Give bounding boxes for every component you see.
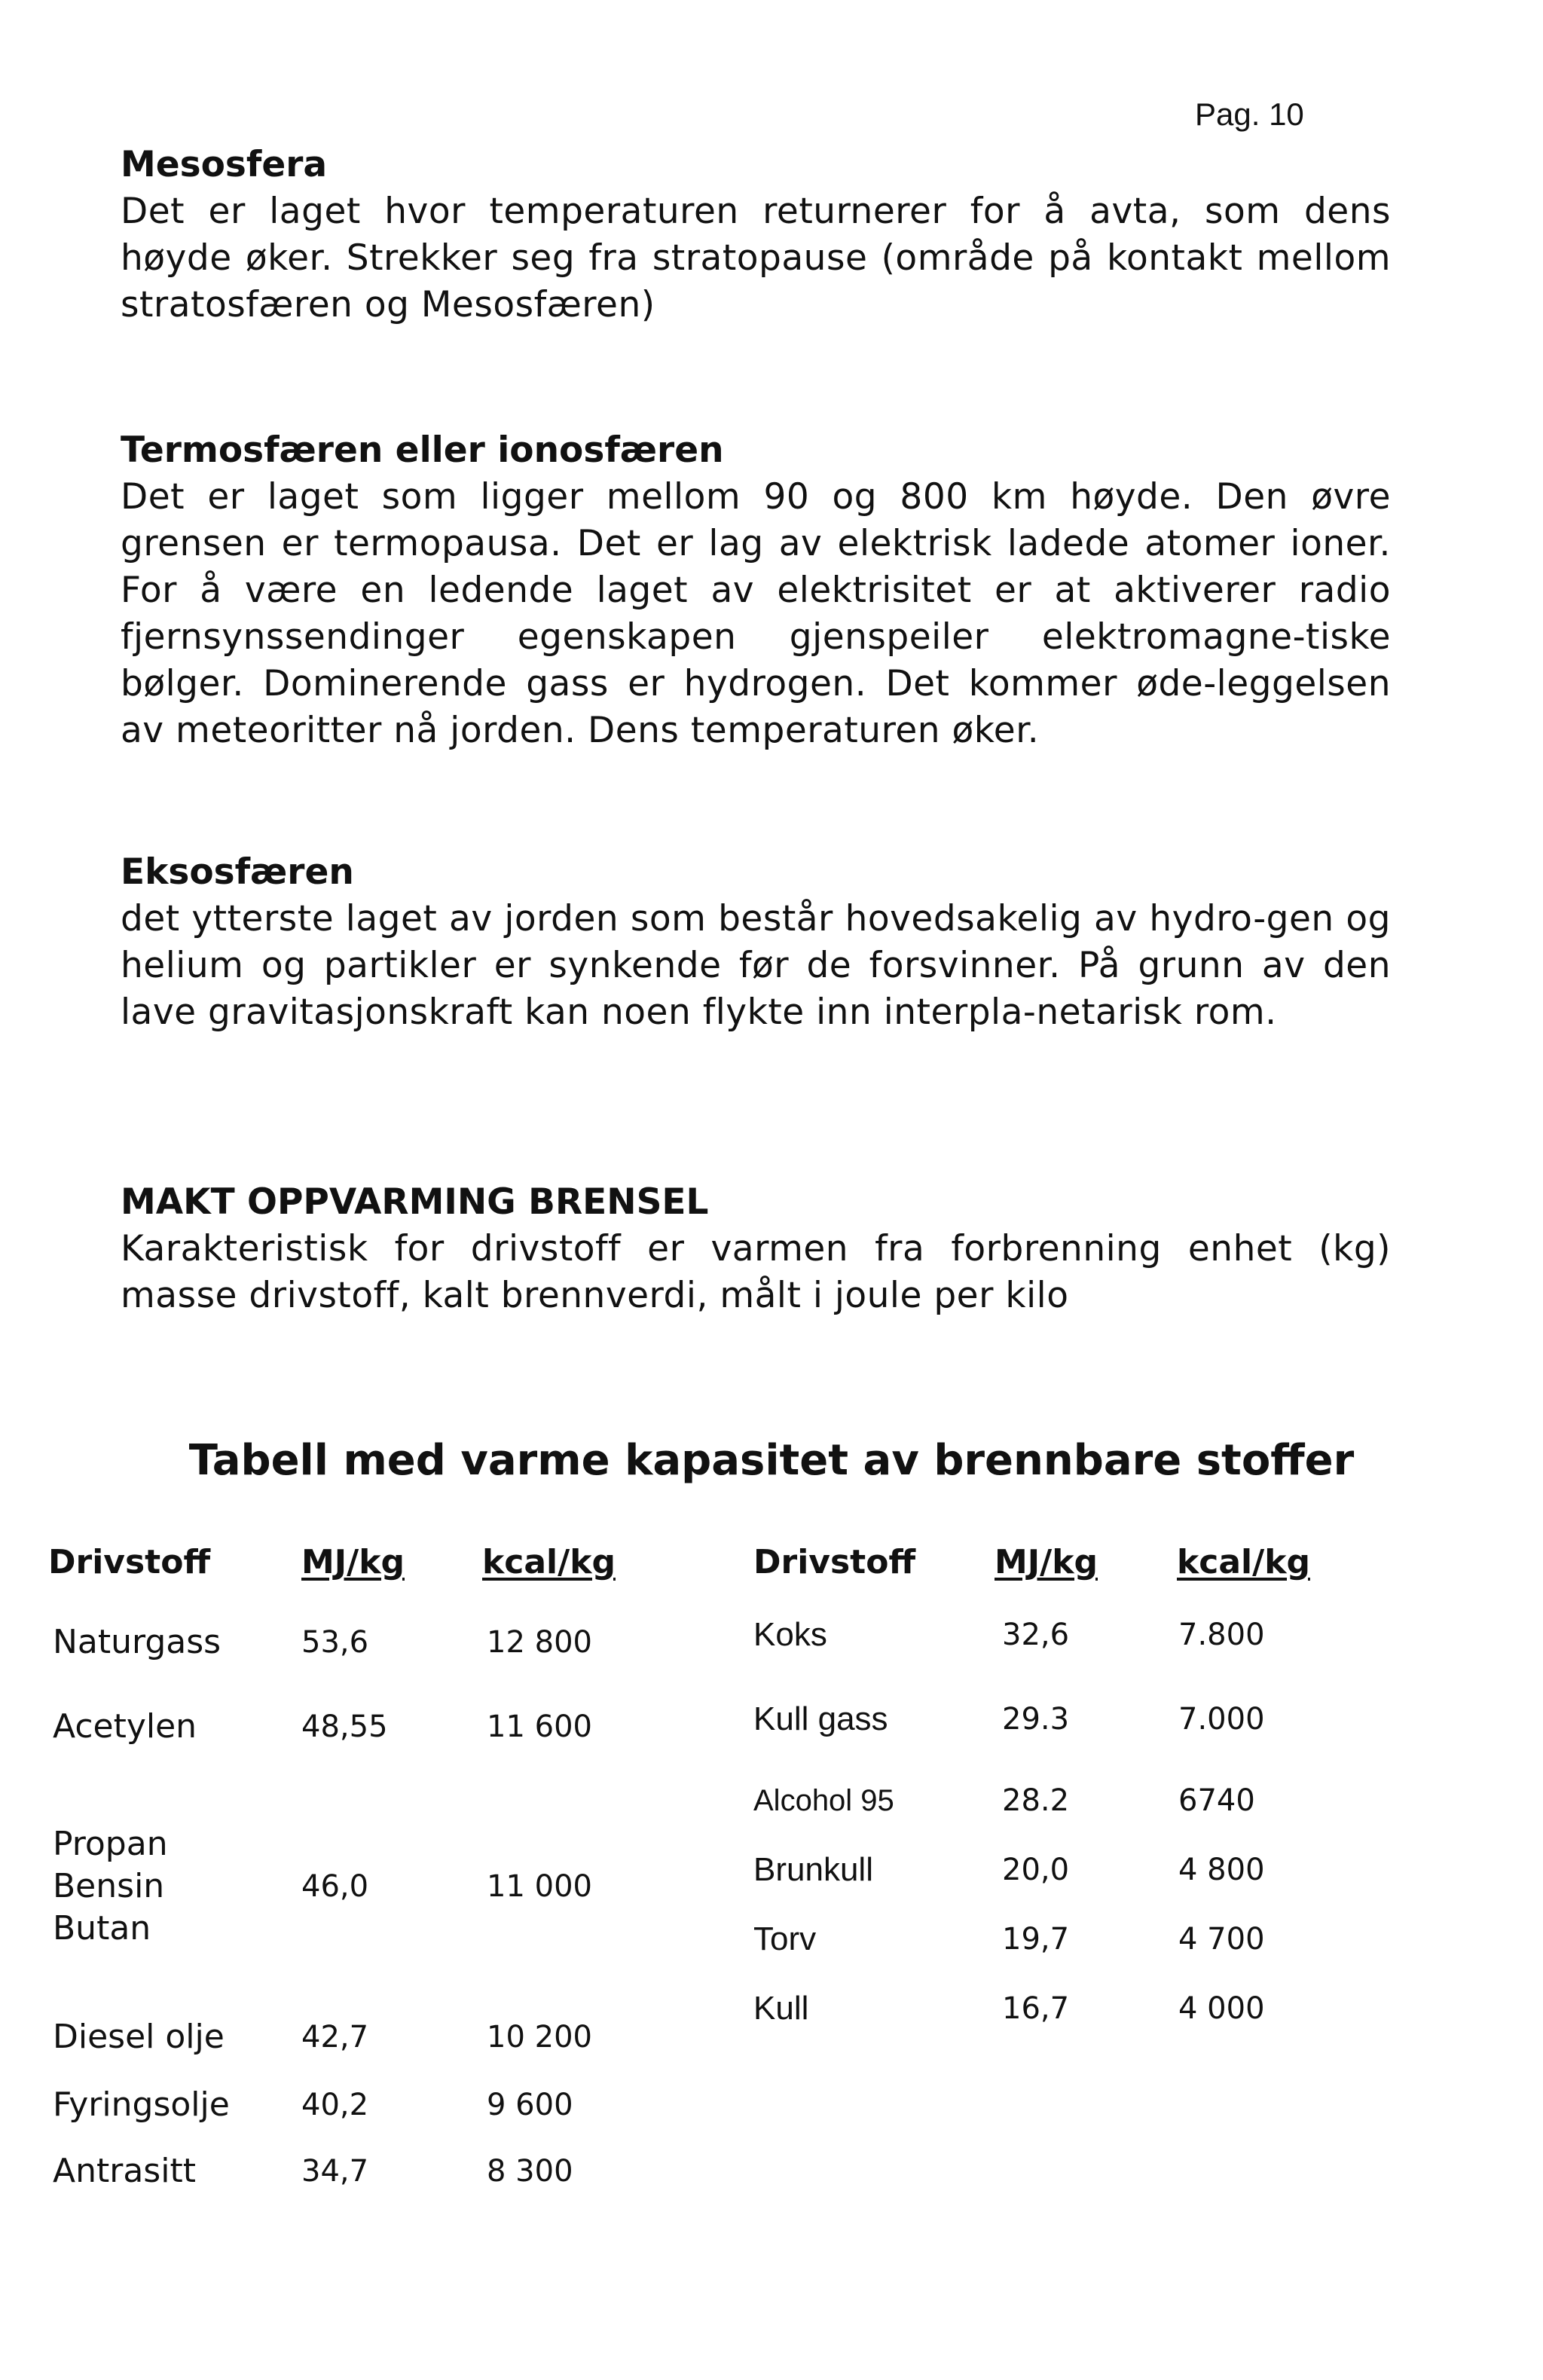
section-makt-oppvarming	[121, 1179, 1391, 1319]
left-row-mj: 42,7	[301, 2020, 369, 2055]
section-heading: Termosfæren eller ionosfæren	[121, 429, 724, 471]
right-row-name: Kull gass	[753, 1700, 888, 1737]
left-row-kcal: 9 600	[487, 2088, 573, 2122]
right-row-kcal: 7.800	[1178, 1618, 1265, 1652]
left-row-name: Antrasitt	[53, 2152, 196, 2190]
header-kcalkg-right: kcal/kg	[1177, 1543, 1310, 1581]
section-heading: Eksosfæren	[121, 851, 354, 893]
left-row-kcal: 11 000	[487, 1869, 592, 1904]
header-drivstoff-left: Drivstoff	[48, 1543, 211, 1581]
right-row-name: Brunkull	[753, 1851, 873, 1888]
left-row-name: Diesel olje	[53, 2018, 225, 2056]
header-kcalkg-left: kcal/kg	[482, 1543, 616, 1581]
left-row-mj: 53,6	[301, 1625, 369, 1660]
left-row-kcal: 11 600	[487, 1709, 592, 1744]
right-row-mj: 20,0	[1002, 1853, 1070, 1887]
right-row-mj: 16,7	[1002, 1991, 1070, 2026]
right-row-name: Torv	[753, 1920, 817, 1957]
left-row-kcal: 10 200	[487, 2020, 592, 2055]
right-row-name: Kull	[753, 1990, 809, 2027]
left-row-name: Fyringsolje	[53, 2085, 230, 2124]
section-eksosfaeren	[121, 849, 1391, 1036]
left-row-name-line: Bensin	[53, 1867, 165, 1905]
right-row-kcal: 4 800	[1178, 1853, 1265, 1887]
right-row-mj: 29.3	[1002, 1702, 1070, 1737]
page-number: Pag. 10	[1195, 96, 1304, 132]
left-row-mj: 48,55	[301, 1709, 388, 1744]
left-row-mj: 34,7	[301, 2154, 369, 2189]
right-row-kcal: 7.000	[1178, 1702, 1265, 1737]
right-row-name: Alcohol 95	[753, 1784, 894, 1817]
section-text: Det er laget som ligger mellom 90 og 800 km høyde. Den øvre grensen er termopausa. Det er lag av elektrisk ladede atomer ioner. For å være en ledende laget av elektrisitet er at aktiverer radio fjernsynssendinger egenskapen gjenspeiler elektromagne-tiske bølger. Dominerende gass er hydrogen. Det kommer øde-leggelsen av meteoritter nå jorden. Dens temperaturen øker.	[121, 476, 1391, 751]
header-drivstoff-right: Drivstoff	[753, 1543, 916, 1581]
left-row-name: Acetylen	[53, 1707, 197, 1746]
header-mjkg-left: MJ/kg	[301, 1543, 405, 1581]
left-row-kcal: 12 800	[487, 1625, 592, 1660]
table-title: Tabell med varme kapasitet av brennbare stoffer	[188, 1436, 1355, 1485]
section-heading: Mesosfera	[121, 144, 328, 185]
right-row-mj: 28.2	[1002, 1783, 1070, 1818]
section-mesosfera	[121, 142, 1391, 328]
section-text: Det er laget hvor temperaturen returnerer for å avta, som dens høyde øker. Strekker seg fra stratopause (område på kontakt mellom stratosfæren og Mesosfæren)	[121, 191, 1391, 325]
right-row-kcal: 6740	[1178, 1783, 1255, 1818]
section-text: Karakteristisk for drivstoff er varmen fra forbrenning enhet (kg) masse drivstoff, kalt brennverdi, målt i joule per kilo	[121, 1228, 1391, 1316]
left-row-kcal: 8 300	[487, 2154, 573, 2189]
left-row-name-line: Butan	[53, 1909, 151, 1948]
section-termosfaeren	[121, 427, 1391, 754]
left-row-mj: 40,2	[301, 2088, 369, 2122]
section-text: det ytterste laget av jorden som består hovedsakelig av hydro-gen og helium og partikler er synkende før de forsvinner. På grunn av den lave gravitasjonskraft kan noen flykte inn interpla-netarisk rom.	[121, 898, 1391, 1033]
right-row-kcal: 4 000	[1178, 1991, 1265, 2026]
right-row-name: Koks	[753, 1616, 827, 1653]
left-row-name: Naturgass	[53, 1623, 222, 1661]
section-heading: MAKT OPPVARMING BRENSEL	[121, 1181, 709, 1223]
left-row-mj: 46,0	[301, 1869, 369, 1904]
right-row-mj: 19,7	[1002, 1922, 1070, 1957]
left-row-name-line: Propan	[53, 1825, 168, 1863]
right-row-mj: 32,6	[1002, 1618, 1070, 1652]
right-row-kcal: 4 700	[1178, 1922, 1265, 1957]
header-mjkg-right: MJ/kg	[995, 1543, 1098, 1581]
